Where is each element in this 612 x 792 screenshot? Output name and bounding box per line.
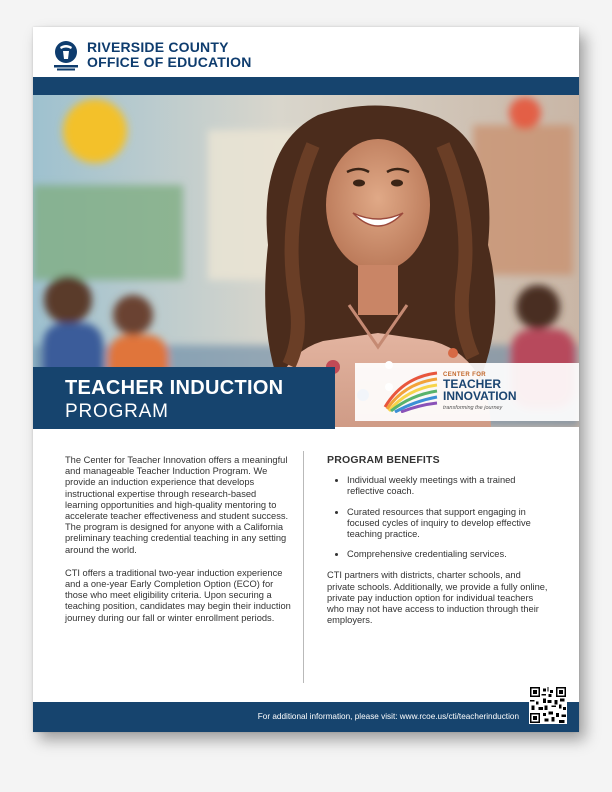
intro-column xyxy=(65,455,291,636)
footer-link-text[interactable]: For additional information, please visit: www.rcoe.us/cti/teacherinduction xyxy=(257,712,519,721)
benefit-item: • Individual weekly meetings with a trained reflective coach. xyxy=(347,475,549,497)
org-name xyxy=(87,40,252,70)
benefit-item: • Comprehensive credentialing services. xyxy=(347,549,549,560)
benefit-item: • Curated resources that support engaging in focused cycles of inquiry to develop effective teaching practice. xyxy=(347,507,549,541)
program-subtitle: PROGRAM xyxy=(65,401,169,422)
benefits-heading: PROGRAM BENEFITS xyxy=(327,454,440,466)
org-name-line2: OFFICE OF EDUCATION xyxy=(87,54,252,70)
flyer-page xyxy=(33,27,579,732)
program-title: TEACHER INDUCTION xyxy=(65,377,284,399)
cti-swirl-icon xyxy=(383,369,439,413)
benefits-column xyxy=(327,455,549,626)
benefits-closing: CTI partners with districts, charter schools, and private schools. Additionally, we provide a fully online, private pay induction option for individual teachers who may not have access to induction through their employers. xyxy=(327,570,548,626)
qr-code-icon[interactable] xyxy=(529,686,567,724)
riverside-county-seal-icon xyxy=(51,39,81,71)
benefits-list xyxy=(327,475,549,560)
footer-bar xyxy=(33,702,579,732)
cti-tagline: transforming the journey xyxy=(443,405,503,411)
cti-small-text: CENTER FOR xyxy=(443,372,486,378)
hero-top-band xyxy=(33,77,579,95)
column-divider xyxy=(303,451,304,683)
intro-paragraph-2: CTI offers a traditional two-year induction experience and a one-year Early Completion Option (ECO) for those who meet eligibility criteria. Upon securing a teaching position, candidates may begin their induction journey during our fall or winter enrollment periods. xyxy=(65,567,291,623)
cti-name-line1: TEACHER xyxy=(443,377,502,391)
program-title-box xyxy=(33,367,335,429)
org-name-line1: RIVERSIDE COUNTY xyxy=(87,39,229,55)
intro-paragraph-1: The Center for Teacher Innovation offers a meaningful and manageable Teacher Induction Program. We provide an induction experience that develops instructional expertise through research-based learning opportunities and high-quality mentoring to accelerate teacher effectiveness and student success. The program is designed for anyone with a California preliminary teaching credential teaching in any setting around the world. xyxy=(65,455,289,555)
rcoe-logo[interactable] xyxy=(51,39,252,71)
cti-name-line2: INNOVATION xyxy=(443,389,517,403)
cti-name xyxy=(443,378,517,402)
cti-logo xyxy=(355,363,579,421)
